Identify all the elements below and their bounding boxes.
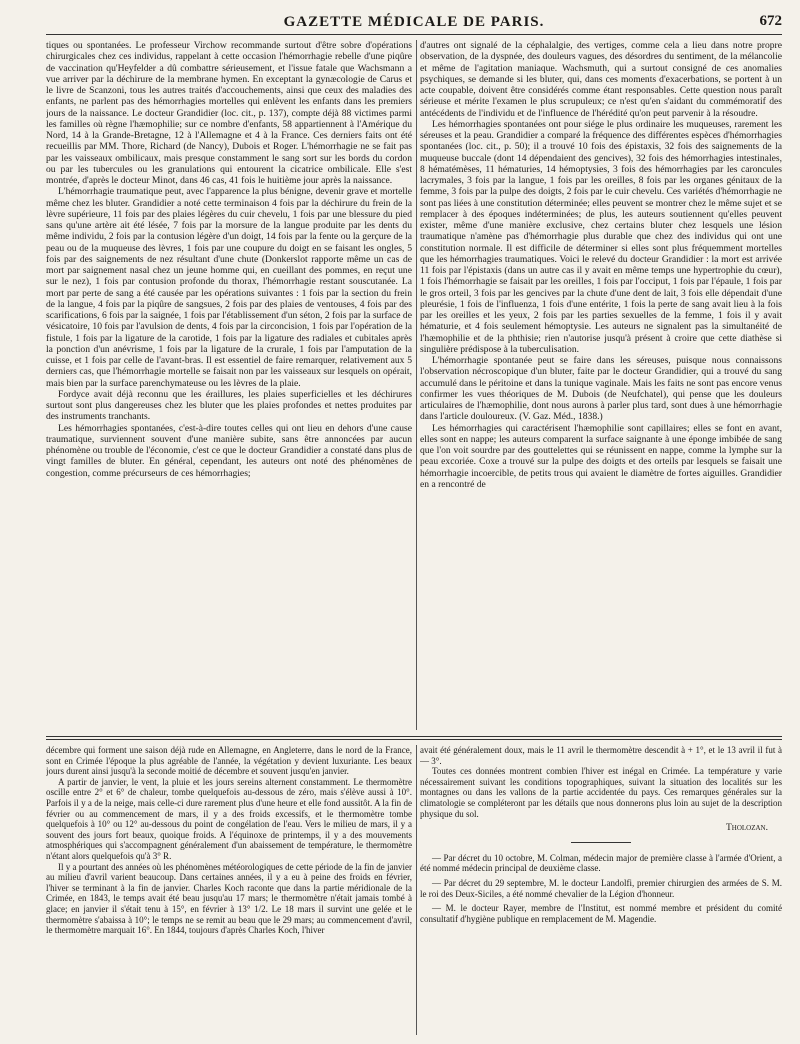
author-signature: Tholozan.	[725, 823, 768, 834]
section-divider	[46, 736, 782, 740]
paragraph: avait été généralement doux, mais le 11 avril le thermomètre descendit à + 1°, et le 13 avril il fut à — 3°.	[420, 745, 782, 766]
paragraph: Toutes ces données montrent combien l'hiver est inégal en Crimée. La température y varie nécessairement suivant les conditions topographiques, suivant la situation des localités sur les montagnes ou dans les vallons de la partie accidentée du pays. Ces remarques générales sur la climatologie se compléteront par les détails que nous donnerons plus loin au sujet de la description physique du sol.	[420, 766, 782, 819]
paragraph: Les hémorrhagies spontanées ont pour siége le plus ordinaire les muqueuses, rarement les séreuses et la peau. Grandidier a comparé la fréquence des différentes espèces d'hémorrhagies spontanées (loc. cit., p. 50); il a trouvé 10 fois des épistaxis, 32 fois des saignements de la muqueuse buccale (dont 14 dépendaient des gencives), 32 fois des hémorrhagies intestinales, 8 hématémèses, 11 hématuries, 14 hémoptysies, 3 fois des hémorrhagies par les caroncules lacrymales, 3 fois par la langue, 1 fois par les oreilles, 8 fois par les organes génitaux de la femme, 3 fois par la pulpe des doigts, 2 fois par le cuir chevelu. Ces variétés d'hémorrhagie ne sont pas liées à une constitution déterminée; elles peuvent se montrer chez le même sujet et se remplacer à des époques indéterminées; de plus, les auteurs soutiennent qu'elles peuvent exister, même d'une manière exclusive, chez certains bluter chez lesquels une lésion traumatique n'amène pas d'hémorrhagie plus durable que chez des individus qui ont une constitution normale. Il est difficile de déterminer si elles sont plus fréquemment mortelles que les hémorrhagies traumatiques. Voici le relevé du docteur Grandidier : la mort est arrivée 11 fois par l'épistaxis (dans un autre cas il y avait en même temps une hypertrophie du cœur), 1 fois l'hémorrhagie se faisait par les oreilles, 1 fois par l'occiput, 1 fois par l'épaule, 1 fois par le gros orteil, 3 fois par les gencives par la chute d'une dent de lait, 3 fois elle dépendait d'une pleurésie, 1 fois de l'influenza, 1 fois d'une entérite, 1 fois la perte de sang avait lieu à la fois par les oreilles et les yeux, 2 fois par les parties sexuelles de la femme, 1 fois il y avait hématurie, et 4 fois seulement hémoptysie. Les auteurs ne signalent pas la simultanéité de l'hæmophilie et de la phthisie; rien n'autorise jusqu'à présent à croire que cette diathèse si singulière prédispose à la tuberculisation.	[420, 118, 782, 355]
upper-left-column	[46, 40, 412, 730]
page-number: 672	[759, 13, 782, 29]
upper-right-column	[420, 40, 782, 730]
paragraph: L'hémorrhagie spontanée peut se faire dans les séreuses, puisque nous connaissons l'observation nécroscopique d'un bluter, faite par le docteur Grandidier, qui a trouvé du sang accumulé dans le péritoine et dans la tunique vaginale. Mais les faits ne sont pas encore venus confirmer les vues théoriques de M. Dubois (de Neufchatel), qui pense que les douleurs articulaires de l'hæmophilie, dont nous aurons à parler plus tard, sont dues à une hémorrhagie dans l'article douloureux. (V. Gaz. Méd., 1838.)	[420, 355, 782, 423]
paragraph: tiques ou spontanées. Le professeur Virchow recommande surtout d'être sobre d'opérations chirurgicales chez ces individus, rappelant à cette occasion l'hémorrhagie rebelle d'une piqûre de vaccination qu'Heyfelder a dû combattre sérieusement, et l'issue fatale que Wachsmann a vue arriver par la déchirure de la membrane hymen. En exceptant la gynæcologie de Carus et le livre de Scanzoni, tous les autres traités d'accouchements, ainsi que ceux des maladies des enfants, ne parlent pas des hémorrhagies mortelles qui enlèvent les enfants dans les premiers jours de la naissance. Le docteur Grandidier (loc. cit., p. 137), compte déjà 88 victimes parmi les familles où règne l'hæmophilie; sur ce nombre d'enfants, 58 appartiennent à l'Amérique du Nord, 14 à la Grande-Bretagne, 12 à l'Allemagne et 4 à la France. Ces derniers faits ont été recueillis par MM. Thore, Richard (de Nancy), Dubois et Roger. L'hémorrhagie ne se fait pas par les vaisseaux ombilicaux, mais presque constamment le sang sort sur les bords du cordon ou par les tubercules ou les granulations qui entourent la cicatrice ombilicale. Elle s'est montrée, d'après le docteur Minot, dans 46 cas, 41 fois le huitième jour après la naissance.	[46, 40, 412, 186]
feuilleton-right-column	[420, 745, 782, 1035]
column-divider	[416, 40, 417, 730]
feuilleton-left-column	[46, 745, 412, 1035]
paragraph: Il y a pourtant des années où les phénomènes météorologiques de cette période de la fin de janvier au milieu d'avril varient beaucoup. Dans certaines années, il y a eu à peine des froids en février, l'hiver se terminant à la fin de janvier. Charles Koch raconte que dans la partie méridionale de la Crimée, en 1843, le temps avait été beau jusqu'au 17 mars; le thermomètre n'était jamais tombé à glace; en janvier il s'était tenu à 15°, en février à 13° 1/2. Le 18 mars il survint une gelée et le thermomètre s'abaissa à 10°; le temps ne se remit au beau que le 29 mars; au commencement d'avril, le thermomètre marquait 16°. En 1844, toujours d'après Charles Koch, l'hiver	[46, 861, 412, 936]
paragraph: Les hémorrhagies spontanées, c'est-à-dire toutes celles qui ont lieu en dehors d'une cause traumatique, surviennent souvent d'une manière subite, sans être annoncées par aucun phénomène ou trouble de l'économie, c'est ce que le docteur Grandidier a constaté dans plus de vingt familles de bluter. En général, cependant, les auteurs ont noté des phénomènes de congestion, comme précurseurs de ces hémorrhagies;	[46, 422, 412, 479]
journal-title: GAZETTE MÉDICALE DE PARIS.	[283, 14, 545, 30]
paragraph: Fordyce avait déjà reconnu que les éraillures, les plaies superficielles et les déchirures surtout sont plus dangereuses chez les bluter que les plaies profondes et nettes produites par des instruments tranchants.	[46, 388, 412, 423]
news-item: — M. le docteur Rayer, membre de l'Institut, est nommé membre et président du comité consultatif d'hygiène publique en remplacement de M. Magendie.	[420, 903, 782, 924]
paragraph: Les hémorrhagies qui caractérisent l'hæmophilie sont capillaires; elles se font en avant, elles sont en nappe; les auteurs comparent la surface saignante à une éponge imbibée de sang que l'on voit sourdre par des gouttelettes qui se réunissent en nappe, comme la lymphe sur la peau excoriée. Coxe a trouvé sur la pulpe des doigts et des orteils par lesquels se faisait une hémorrhagie incoercible, de petits trous qui avaient le diamètre de fortes aiguilles. Grandidier en a rencontré de	[420, 422, 782, 490]
paragraph: d'autres ont signalé de la céphalalgie, des vertiges, comme cela a lieu dans notre propre observation, de la dyspnée, des douleurs vagues, des désordres du sentiment, de la mélancolie et même de l'agitation maniaque. Wachsmuth, qui a surtout consigné de ces anomalies psychiques, se demande si les bluter, qui, dans ces moments d'exacerbations, se portent à un acte coupable, doivent être considérés comme étant responsables. Cette question nous paraît sérieuse et mérite l'examen le plus scrupuleux; ce n'est qu'en s'aidant du commémoratif des antécédents de l'individu et de l'influence de l'hérédité qu'on peut parvenir à la résoudre.	[420, 40, 782, 119]
page-header	[46, 10, 782, 35]
news-item: — Par décret du 10 octobre, M. Colman, médecin major de première classe à l'armée d'Orient, a été nommé médecin principal de deuxième classe.	[420, 852, 782, 874]
paragraph: décembre qui forment une saison déjà rude en Allemagne, en Angleterre, dans le nord de la France, sont en Crimée l'époque la plus agréable de l'année, la végétation y devient luxuriante. Les beaux jours durent ainsi jusqu'à la seconde moitié de décembre et souvent jusqu'en janvier.	[46, 745, 412, 777]
news-item: — Par décret du 29 septembre, M. le docteur Landolfi, premier chirurgien des armées de S. M. le roi des Deux-Siciles, a été nommé chevalier de la Légion d'honneur.	[420, 877, 782, 899]
separator-line	[571, 842, 631, 843]
paragraph: A partir de janvier, le vent, la pluie et les jours sereins alternent constamment. Le thermomètre oscille entre 2° et 6° de chaleur, tombe quelquefois au-dessous de zéro, mais s'élève aussi à 10°. Parfois il y a de la neige, mais celle-ci dure rarement plus d'une heure et elle fond aussitôt. A la fin de février ou au commencement de mars, il y a des froids excessifs, et le thermomètre tombe quelquefois à 10° ou 12° au-dessous du point de congélation de l'eau. Vers le milieu de mars, il y a souvent des jours fort beaux, quoique froids. A l'équinoxe de printemps, il y a des mouvements atmosphériques qui s'accompagnent généralement d'un abaissement de température, le thermomètre n'étant alors quelquefois qu'à 3° R.	[46, 776, 412, 861]
paragraph: L'hémorrhagie traumatique peut, avec l'apparence la plus bénigne, devenir grave et mortelle même chez les bluter. Grandidier a noté cette terminaison 4 fois par la déchirure du frein de la lèvre supérieure, 11 fois par des plaies légères du cuir chevelu, 1 fois par une blessure du pied sans qu'une artère ait été lésée, 7 fois par la morsure de la langue produite par les dents du même individu, 2 fois par la contusion légère d'un doigt, 14 fois par la fente ou la gerçure de la peau ou de la muqueuse des lèvres, 1 fois par une coupure du doigt en se faisant les ongles, 5 fois par des saignements de nez résultant d'une chute (Donkerslot rapporte même un cas de mort par saignement nasal chez un jeune homme qui, en cueillant des pommes, en reçut une sur le nez), 1 fois par contusion profonde du thorax, l'hémorrhagie restant souscutanée. La mort par perte de sang a été causée par les opérations suivantes : 1 fois par la section du frein de la langue, 4 fois par la piqûre de sangsues, 2 fois par des plaies de ventouses, 4 fois par des scarifications, 6 fois par la saignée, 1 fois par l'établissement d'un séton, 2 fois par la surface de vésicatoire, 10 fois par l'avulsion de dents, 4 fois par la circoncision, 1 fois par l'opération de la fistule, 1 fois par la ligature de la carotide, 1 fois par la ligature des radiales et cubitales après la ponction d'un anévrisme, 1 fois par la ligature de la crurale, 1 fois par l'amputation de la cuisse, et 1 fois par celle de l'avant-bras. Il est essentiel de faire remarquer, relativement aux 5 derniers cas, que l'hémorrhagie mortelle se faisait non par les vaisseaux sur lesquels on opérait, mais bien par la surface parenchymateuse ou les lèvres de la plaie.	[46, 186, 412, 389]
news-items	[420, 853, 782, 925]
column-divider	[416, 745, 417, 1035]
